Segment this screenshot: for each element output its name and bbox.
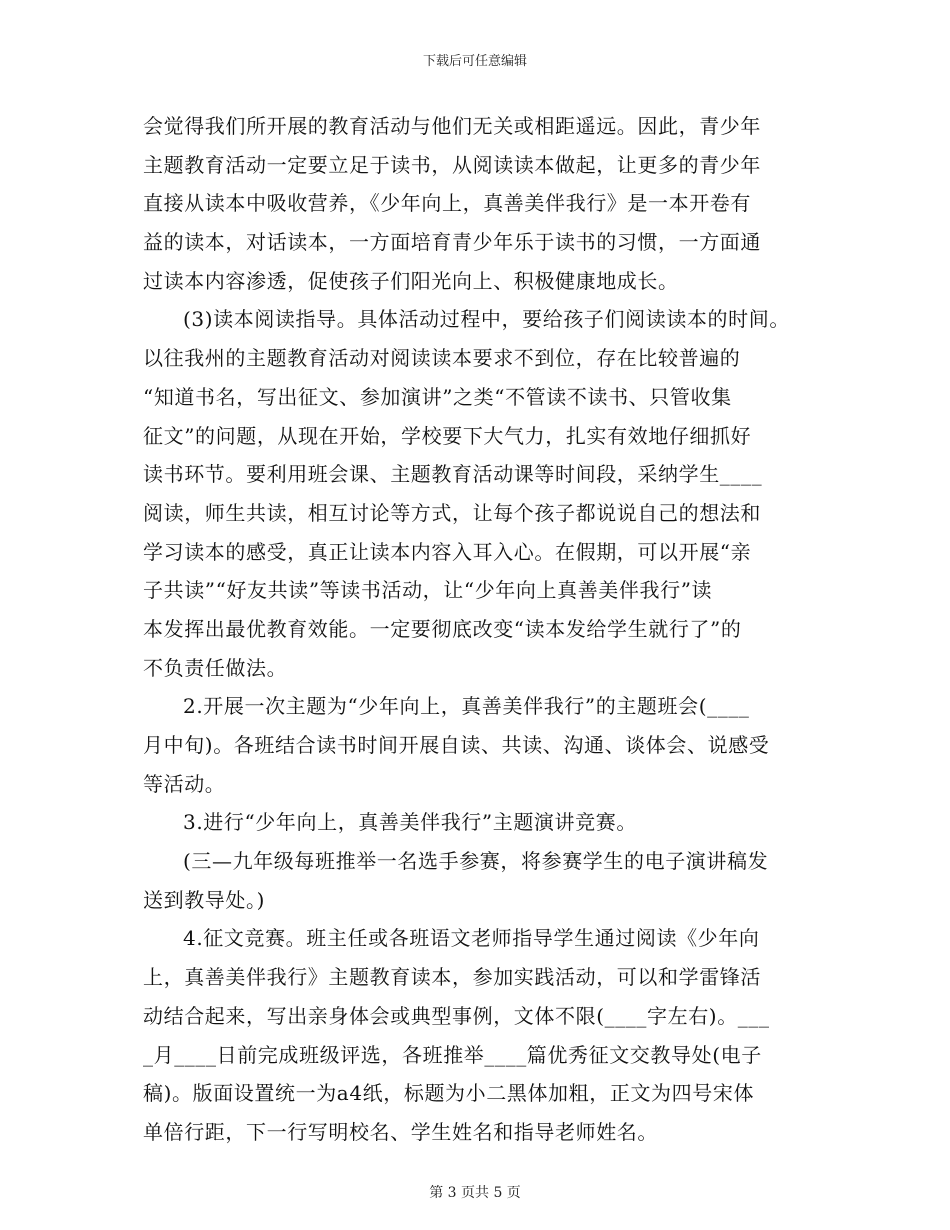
text-line: 月中旬)。各班结合读书时间开展自读、共读、沟通、谈体会、说感受 [143,733,770,757]
text-line: 过读本内容渗透，促使孩子们阳光向上、积极健康地成长。 [143,268,679,293]
page-footer: 第 3 页共 5 页 [429,1185,521,1201]
text-line: (三—九年级每班推举一名选手参赛，将参赛学生的电子演讲稿发 [183,849,769,874]
text-line: 阅读，师生共读，相互讨论等方式，让每个孩子都说说自己的想法和 [143,500,761,525]
paragraph [143,107,833,300]
text-line: 直接从读本中吸收营养，《少年向上，真善美伴我行》是一本开卷有 [143,191,751,216]
paragraph [143,687,833,803]
text-line: 本发挥出最优教育效能。一定要彻底改变“读本发给学生就行了”的 [143,616,742,641]
text-line: 3.进行“少年向上，真善美伴我行”主题演讲竞赛。 [183,810,637,835]
text-line: 动结合起来，写出亲身体会或典型事例，文体不限(____字左右)。___ [143,1003,770,1028]
text-line: (3)读本阅读指导。具体活动过程中，要给孩子们阅读读本的时间。 [183,307,790,332]
text-line: 不负责任做法。 [143,655,288,680]
text-line: 2.开展一次主题为“少年向上，真善美伴我行”的主题班会(____ [183,694,750,719]
text-line: 益的读本，对话读本，一方面培育青少年乐于读书的习惯，一方面通 [143,230,761,255]
text-line: 会觉得我们所开展的教育活动与他们无关或相距遥远。因此，青少年 [143,114,761,138]
text-line: 稿)。版面设置统一为a4纸，标题为小二黑体加粗，正文为四号宋体 [143,1081,755,1106]
paragraph [143,919,833,1151]
text-line: 以往我州的主题教育活动对阅读读本要求不到位，存在比较普遍的 [143,346,741,371]
page-header: 下载后可任意编辑 [422,54,527,69]
text-line: “知道书名，写出征文、参加演讲”之类“不管读不读书、只管收集 [143,384,732,409]
paragraph [143,803,833,842]
text-line: 读书环节。要利用班会课、主题教育活动课等时间段，采纳学生____ [143,462,763,487]
text-line: 学习读本的感受，真正让读本内容入耳入心。在假期，可以开展“亲 [143,539,752,564]
paragraph [143,300,833,687]
text-line: 单倍行距，下一行写明校名、学生姓名和指导老师姓名。 [143,1119,658,1144]
text-line: _月____日前完成班级评选，各班推举____篇优秀征文交教导处(电子 [143,1042,762,1067]
text-line: 上，真善美伴我行》主题教育读本，参加实践活动，可以和学雷锋活 [143,965,761,990]
text-line: 等活动。 [143,771,226,796]
document-body [143,107,833,1152]
text-line: 送到教导处。) [143,887,266,912]
text-line: 子共读”“好友共读”等读书活动，让“少年向上真善美伴我行”读 [143,578,713,603]
text-line: 征文”的问题，从现在开始，学校要下大气力，扎实有效地仔细抓好 [143,423,752,448]
text-line: 主题教育活动一定要立足于读书，从阅读读本做起，让更多的青少年 [143,152,761,177]
text-line: 4.征文竞赛。班主任或各班语文老师指导学生通过阅读《少年向 [183,926,760,951]
paragraph [143,842,833,919]
